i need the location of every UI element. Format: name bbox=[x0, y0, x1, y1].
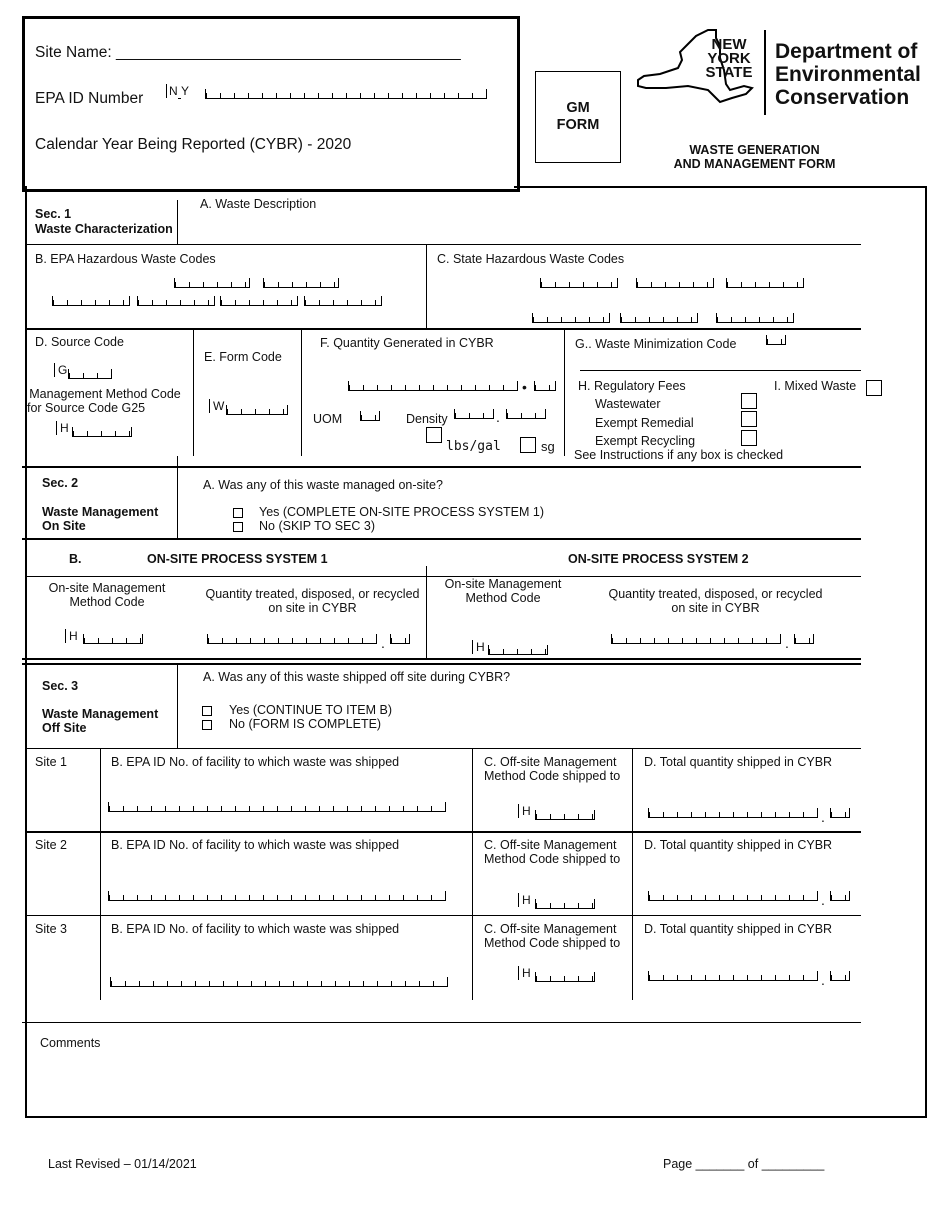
lbs-gal-label: lbs/gal bbox=[446, 439, 501, 454]
sec3-title-1: Waste Management bbox=[42, 707, 159, 721]
comments-label: Comments bbox=[40, 1036, 101, 1050]
site-col-divider-c bbox=[472, 748, 473, 1000]
g-h-divider bbox=[580, 370, 861, 371]
logo-line-1: NEW bbox=[711, 36, 747, 53]
sec1-bottom-line bbox=[22, 466, 861, 468]
system2-heading: ON-SITE PROCESS SYSTEM 2 bbox=[568, 552, 749, 566]
mixed-waste-label: I. Mixed Waste bbox=[774, 379, 857, 393]
epa-id-input[interactable] bbox=[205, 89, 487, 99]
form-code-label: E. Form Code bbox=[204, 350, 282, 364]
sec3-question: A. Was any of this waste shipped off site during CYBR? bbox=[203, 670, 511, 684]
site-1-total-input[interactable] bbox=[648, 808, 818, 818]
sec3-no-checkbox[interactable] bbox=[202, 720, 212, 730]
site-1-method-line-2: Method Code shipped to bbox=[484, 769, 621, 783]
site-name-field[interactable]: Site Name: ________________________________________ bbox=[35, 44, 461, 61]
site-1-bottom bbox=[27, 831, 861, 833]
mgmt-g25-prefix: H bbox=[56, 421, 69, 435]
state-code-6[interactable] bbox=[716, 313, 794, 323]
site-2-epa-label: B. EPA ID No. of facility to which waste was shipped bbox=[111, 838, 400, 852]
density-label: Density bbox=[406, 412, 448, 426]
site-3-method-prefix: H bbox=[518, 966, 531, 980]
fee-note: See Instructions if any box is checked bbox=[574, 448, 784, 462]
system1-qty-line-2: on site in CYBR bbox=[268, 601, 357, 615]
system2-qty-label bbox=[603, 587, 828, 615]
system2-qty-input[interactable] bbox=[611, 634, 781, 644]
logo-line-2: YORK bbox=[707, 50, 751, 67]
site-2-total-decimal[interactable] bbox=[830, 891, 850, 901]
sec1-line-a bbox=[27, 244, 861, 245]
quantity-generated-label: F. Quantity Generated in CYBR bbox=[320, 336, 494, 350]
sec2-question: A. Was any of this waste managed on-site? bbox=[203, 478, 443, 492]
system1-method-line-1: On-site Management bbox=[48, 581, 166, 595]
lbs-gal-checkbox[interactable] bbox=[426, 427, 442, 443]
sec3-label: Sec. 3 bbox=[42, 679, 79, 693]
system1-qty-input[interactable] bbox=[207, 634, 377, 644]
logo-line-3: STATE bbox=[705, 64, 753, 81]
sec2-no-label: No (SKIP TO SEC 3) bbox=[259, 519, 376, 533]
sec1-divider bbox=[177, 200, 178, 244]
system2-method-prefix: H bbox=[472, 640, 485, 654]
site-1-method-label bbox=[484, 755, 620, 783]
waste-description-input[interactable] bbox=[320, 195, 860, 240]
state-code-3[interactable] bbox=[726, 278, 804, 288]
dept-line-2: Environmental bbox=[775, 63, 921, 86]
sg-label: sg bbox=[541, 439, 555, 454]
system1-method-line-2: Method Code bbox=[69, 595, 145, 609]
system1-method-prefix: H bbox=[65, 629, 78, 643]
site-2-epa-input[interactable] bbox=[108, 891, 446, 901]
site-1-epa-input[interactable] bbox=[108, 802, 446, 812]
system2-qty-decimal[interactable] bbox=[794, 634, 814, 644]
ny-state-wordmark bbox=[704, 38, 754, 80]
site-1-label: Site 1 bbox=[35, 755, 67, 769]
site-2-method-input[interactable] bbox=[535, 899, 595, 909]
site-3-epa-label: B. EPA ID No. of facility to which waste was shipped bbox=[111, 922, 400, 936]
site-3-method-input[interactable] bbox=[535, 972, 595, 982]
site-1-decimal: . bbox=[821, 809, 825, 825]
site-3-total-decimal[interactable] bbox=[830, 971, 850, 981]
system2-method-line-1: On-site Management bbox=[444, 577, 562, 591]
system2-method-input[interactable] bbox=[488, 645, 548, 655]
waste-min-label: G.. Waste Minimization Code bbox=[575, 337, 737, 351]
epa-code-5[interactable] bbox=[220, 296, 298, 306]
fee-recycling-label: Exempt Recycling bbox=[595, 434, 696, 448]
dept-line-3: Conservation bbox=[775, 86, 910, 109]
system2-qty-line-2: on site in CYBR bbox=[671, 601, 760, 615]
site-2-total-input[interactable] bbox=[648, 891, 818, 901]
site-2-total-label: D. Total quantity shipped in CYBR bbox=[644, 838, 833, 852]
site-2-method-line-1: C. Off-site Management bbox=[484, 838, 617, 852]
source-code-label: D. Source Code bbox=[35, 335, 124, 349]
state-code-1[interactable] bbox=[540, 278, 618, 288]
epa-code-1[interactable] bbox=[174, 278, 250, 288]
sec3-yes-label: Yes (CONTINUE TO ITEM B) bbox=[229, 703, 392, 717]
divider-e-f bbox=[301, 330, 302, 456]
site-1-method-input[interactable] bbox=[535, 810, 595, 820]
site-col-divider-d bbox=[632, 748, 633, 1000]
sec2-label: Sec. 2 bbox=[42, 476, 79, 490]
form-code-input[interactable] bbox=[226, 405, 288, 415]
mixed-waste-checkbox[interactable] bbox=[866, 380, 882, 396]
state-code-4[interactable] bbox=[532, 313, 610, 323]
sec1-line-b bbox=[27, 328, 861, 330]
sec2-yes-checkbox[interactable] bbox=[233, 508, 243, 518]
site-2-decimal: . bbox=[821, 892, 825, 908]
logo-divider bbox=[764, 30, 766, 115]
sec3-yes-checkbox[interactable] bbox=[202, 706, 212, 716]
site-3-total-label: D. Total quantity shipped in CYBR bbox=[644, 922, 833, 936]
sec1-label: Sec. 1 bbox=[35, 207, 72, 221]
system-divider bbox=[426, 566, 427, 658]
epa-id-label: EPA ID Number bbox=[35, 90, 144, 107]
system2-method-line-2: Method Code bbox=[465, 591, 541, 605]
fee-recycling-checkbox[interactable] bbox=[741, 430, 757, 446]
fee-remedial-label: Exempt Remedial bbox=[595, 416, 694, 430]
state-code-5[interactable] bbox=[620, 313, 698, 323]
comments-textarea[interactable] bbox=[40, 1054, 860, 1112]
gm-form-text: GM FORM bbox=[556, 100, 600, 133]
site-1-epa-label: B. EPA ID No. of facility to which waste was shipped bbox=[111, 755, 400, 769]
site-3-method-line-2: Method Code shipped to bbox=[484, 936, 621, 950]
sec2-title-2: On Site bbox=[42, 519, 86, 533]
site-3-epa-input[interactable] bbox=[110, 977, 448, 987]
sec3-divider bbox=[177, 665, 178, 748]
epa-code-6[interactable] bbox=[304, 296, 382, 306]
site-2-method-prefix: H bbox=[518, 893, 531, 907]
cybr-label: Calendar Year Being Reported (CYBR) - 2020 bbox=[35, 136, 352, 153]
waste-min-input[interactable] bbox=[766, 335, 786, 345]
site-2-label: Site 2 bbox=[35, 838, 67, 852]
last-revised: Last Revised – 01/14/2021 bbox=[48, 1157, 197, 1171]
site-2-method-line-2: Method Code shipped to bbox=[484, 852, 621, 866]
decimal-point: • bbox=[522, 379, 527, 395]
waste-description-label: A. Waste Description bbox=[200, 197, 317, 211]
mgmt-g25-input[interactable] bbox=[72, 427, 132, 437]
state-codes-label: C. State Hazardous Waste Codes bbox=[437, 252, 625, 266]
epa-id-prefix: N Y bbox=[166, 84, 189, 98]
regulatory-fees-label: H. Regulatory Fees bbox=[578, 379, 686, 393]
sec2-title-1: Waste Management bbox=[42, 505, 159, 519]
site-1-method-line-1: C. Off-site Management bbox=[484, 755, 617, 769]
form-title-line-1: WASTE GENERATION bbox=[689, 143, 820, 157]
sec1-title: Waste Characterization bbox=[35, 222, 173, 236]
site-3-method-label bbox=[484, 922, 620, 950]
mgmt-line-2: for Source Code G25 bbox=[27, 401, 146, 415]
quantity-generated-input[interactable] bbox=[348, 381, 518, 391]
fee-wastewater-checkbox[interactable] bbox=[741, 393, 757, 409]
system1-method-label bbox=[40, 581, 174, 609]
quantity-decimal-input[interactable] bbox=[534, 381, 556, 391]
site-2-method-label bbox=[484, 838, 620, 866]
system1-method-input[interactable] bbox=[83, 634, 143, 644]
site-1-method-prefix: H bbox=[518, 804, 531, 818]
mgmt-line-1: Management Method Code bbox=[29, 387, 181, 401]
system1-qty-line-1: Quantity treated, disposed, or recycled bbox=[205, 587, 420, 601]
form-title bbox=[652, 143, 857, 171]
site-col-divider bbox=[100, 748, 101, 1000]
mgmt-method-g25-label bbox=[25, 387, 185, 415]
system2-qty-line-1: Quantity treated, disposed, or recycled bbox=[608, 587, 823, 601]
site-1-total-decimal[interactable] bbox=[830, 808, 850, 818]
uom-input[interactable] bbox=[360, 411, 380, 421]
site-1-total-label: D. Total quantity shipped in CYBR bbox=[644, 755, 833, 769]
system1-qty-label bbox=[200, 587, 425, 615]
page-number: Page _______ of _________ bbox=[663, 1157, 825, 1171]
state-code-2[interactable] bbox=[636, 278, 714, 288]
system2-decimal: . bbox=[785, 635, 789, 651]
sec3-line-a bbox=[27, 748, 861, 749]
form-title-line-2: AND MANAGEMENT FORM bbox=[673, 157, 836, 171]
fee-remedial-checkbox[interactable] bbox=[741, 411, 757, 427]
sec2-no-checkbox[interactable] bbox=[233, 522, 243, 532]
density-input[interactable] bbox=[454, 409, 494, 419]
sec3-no-label: No (FORM IS COMPLETE) bbox=[229, 717, 382, 731]
density-decimal-input[interactable] bbox=[506, 409, 546, 419]
site-3-label: Site 3 bbox=[35, 922, 67, 936]
sec2-bottom-2 bbox=[22, 663, 861, 665]
system2-method-label bbox=[436, 577, 570, 605]
source-code-prefix: G bbox=[54, 363, 67, 377]
epa-code-2[interactable] bbox=[263, 278, 339, 288]
sec3-title-2: Off Site bbox=[42, 721, 87, 735]
department-name bbox=[775, 40, 921, 109]
form-code-prefix: W bbox=[209, 399, 224, 413]
epa-code-4[interactable] bbox=[137, 296, 215, 306]
site-3-method-line-1: C. Off-site Management bbox=[484, 922, 617, 936]
sec2-bottom-1 bbox=[22, 658, 861, 660]
fee-wastewater-label: Wastewater bbox=[595, 397, 661, 411]
system1-decimal: . bbox=[381, 635, 385, 651]
epa-codes-label: B. EPA Hazardous Waste Codes bbox=[35, 252, 216, 266]
uom-label: UOM bbox=[313, 412, 343, 426]
sec3-bottom bbox=[22, 1022, 861, 1023]
divider-f-g bbox=[564, 330, 565, 456]
density-decimal: . bbox=[496, 409, 500, 425]
source-code-input[interactable] bbox=[68, 369, 112, 379]
epa-state-divider bbox=[426, 244, 427, 328]
epa-code-3[interactable] bbox=[52, 296, 130, 306]
sec2-b-label: B. bbox=[69, 552, 82, 566]
site-3-decimal: . bbox=[821, 972, 825, 988]
system1-heading: ON-SITE PROCESS SYSTEM 1 bbox=[147, 552, 328, 566]
sec2-yes-label: Yes (COMPLETE ON-SITE PROCESS SYSTEM 1) bbox=[259, 505, 545, 519]
site-2-bottom bbox=[27, 915, 861, 916]
frame-top-right bbox=[514, 186, 925, 188]
site-3-total-input[interactable] bbox=[648, 971, 818, 981]
system1-qty-decimal[interactable] bbox=[390, 634, 410, 644]
sg-checkbox[interactable] bbox=[520, 437, 536, 453]
dept-line-1: Department of bbox=[775, 40, 918, 63]
sec2-divider bbox=[177, 456, 178, 538]
gm-form-badge bbox=[535, 71, 621, 163]
sec2-line-a bbox=[22, 538, 861, 540]
divider-d-e bbox=[193, 330, 194, 456]
